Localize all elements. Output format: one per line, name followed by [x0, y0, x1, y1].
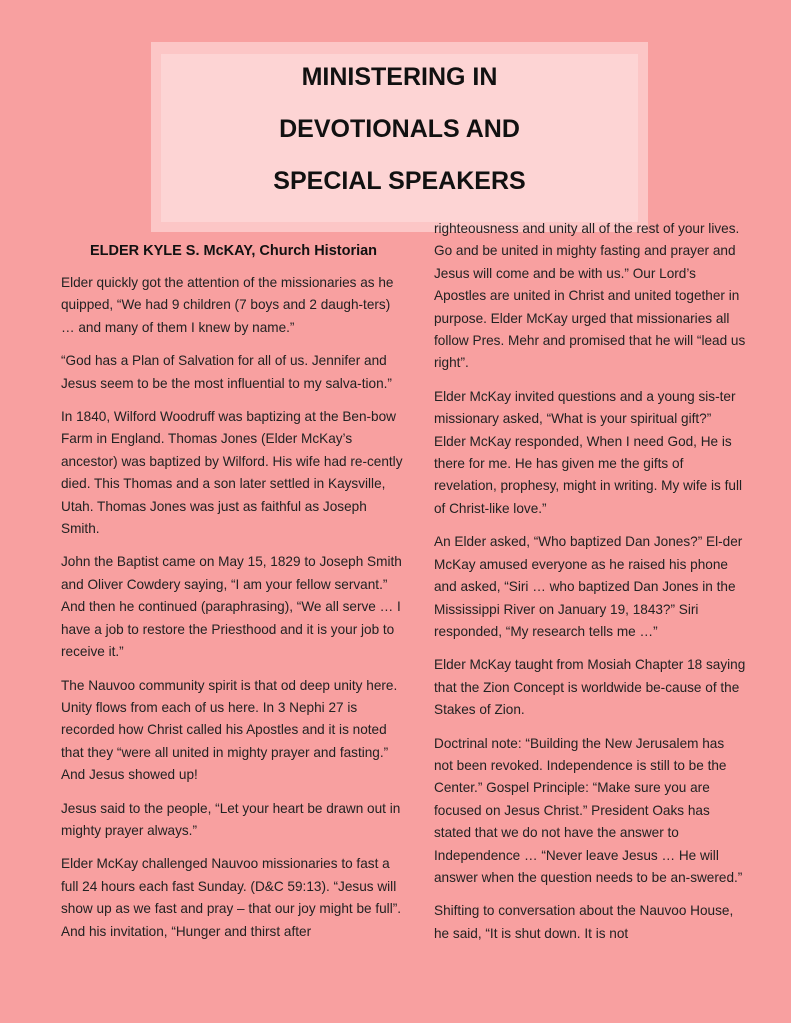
title-line-1: MINISTERING IN — [301, 63, 498, 91]
paragraph: Elder McKay challenged Nauvoo missionaries to fast a full 24 hours each fast Sunday. (D&C 59:13). “Jesus will show up as we fast and pray – that our joy might be full”. And his invitation, “Hunger and thirst after — [61, 856, 402, 939]
speaker-heading: ELDER KYLE S. McKAY, Church Historian — [89, 243, 378, 259]
paragraph: Elder McKay invited questions and a young sis-ter missionary asked, “What is your spiritual gift?” Elder McKay responded, When I need God, He is there for me. He has given me the gifts of revelation, prophesy, might in writing. My wife is full of Christ-like love.” — [434, 388, 742, 516]
title-box — [161, 54, 638, 222]
paragraph: righteousness and unity all of the rest of your lives. Go and be united in mighty fasting and prayer and Jesus will come and be with us.” Our Lord’s Apostles are united in Christ and united together in purpose. Elder McKay urged that missionaries all follow Pres. Mehr and promised that he will “lead us right”. — [434, 221, 746, 371]
title-line-3: SPECIAL SPEAKERS — [273, 167, 526, 195]
right-column — [434, 218, 746, 956]
paragraph: In 1840, Wilford Woodruff was baptizing at the Ben-bow Farm in England. Thomas Jones (Elder McKay’s ancestor) was baptized by Wilford. His wife had re-cently died. This Thomas and a son later settled in Kaysville, Utah. Thomas Jones was just as faithful as Joseph Smith. — [61, 409, 403, 537]
paragraph: Elder McKay taught from Mosiah Chapter 18 saying that the Zion Concept is worldwide be-cause of the Stakes of Zion. — [434, 657, 746, 718]
title-line-2: DEVOTIONALS AND — [279, 115, 520, 143]
paragraph: An Elder asked, “Who baptized Dan Jones?” El-der McKay amused everyone as he raised his phone and asked, “Siri … who baptized Dan Jones in the Mississippi River on January 19, 1843?” Siri responded, “My research tells me …” — [434, 534, 743, 639]
paragraph: Jesus said to the people, “Let your heart be drawn out in mighty prayer always.” — [61, 800, 401, 838]
paragraph: “God has a Plan of Salvation for all of us. Jennifer and Jesus seem to be the most influential to my salva-tion.” — [61, 353, 392, 391]
paragraph: Doctrinal note: “Building the New Jerusalem has not been revoked. Independence is still to be the Center.” Gospel Principle: “Make sure you are focused on Jesus Christ.” President Oaks has stated that we do not have the answer to Independence … “Never leave Jesus … He will answer when the question needs to be an-swered.” — [434, 735, 743, 885]
paragraph: Shifting to conversation about the Nauvoo House, he said, “It is shut down. It is not — [434, 903, 734, 941]
paragraph: John the Baptist came on May 15, 1829 to Joseph Smith and Oliver Cowdery saying, “I am your fellow servant.” And then he continued (paraphrasing), “We all serve … I have a job to restore the Priesthood and it is your job to receive it.” — [61, 554, 402, 660]
paragraph: Elder quickly got the attention of the missionaries as he quipped, “We had 9 children (7 boys and 2 daugh-ters) … and many of them I knew by name.” — [61, 275, 394, 335]
paragraph: The Nauvoo community spirit is that od deep unity here. Unity flows from each of us here. In 3 Nephi 27 is recorded how Christ called his Apostles and it is noted that they “were all united in mighty prayer and fasting.” And Jesus showed up! — [61, 677, 398, 783]
left-column — [61, 240, 406, 954]
